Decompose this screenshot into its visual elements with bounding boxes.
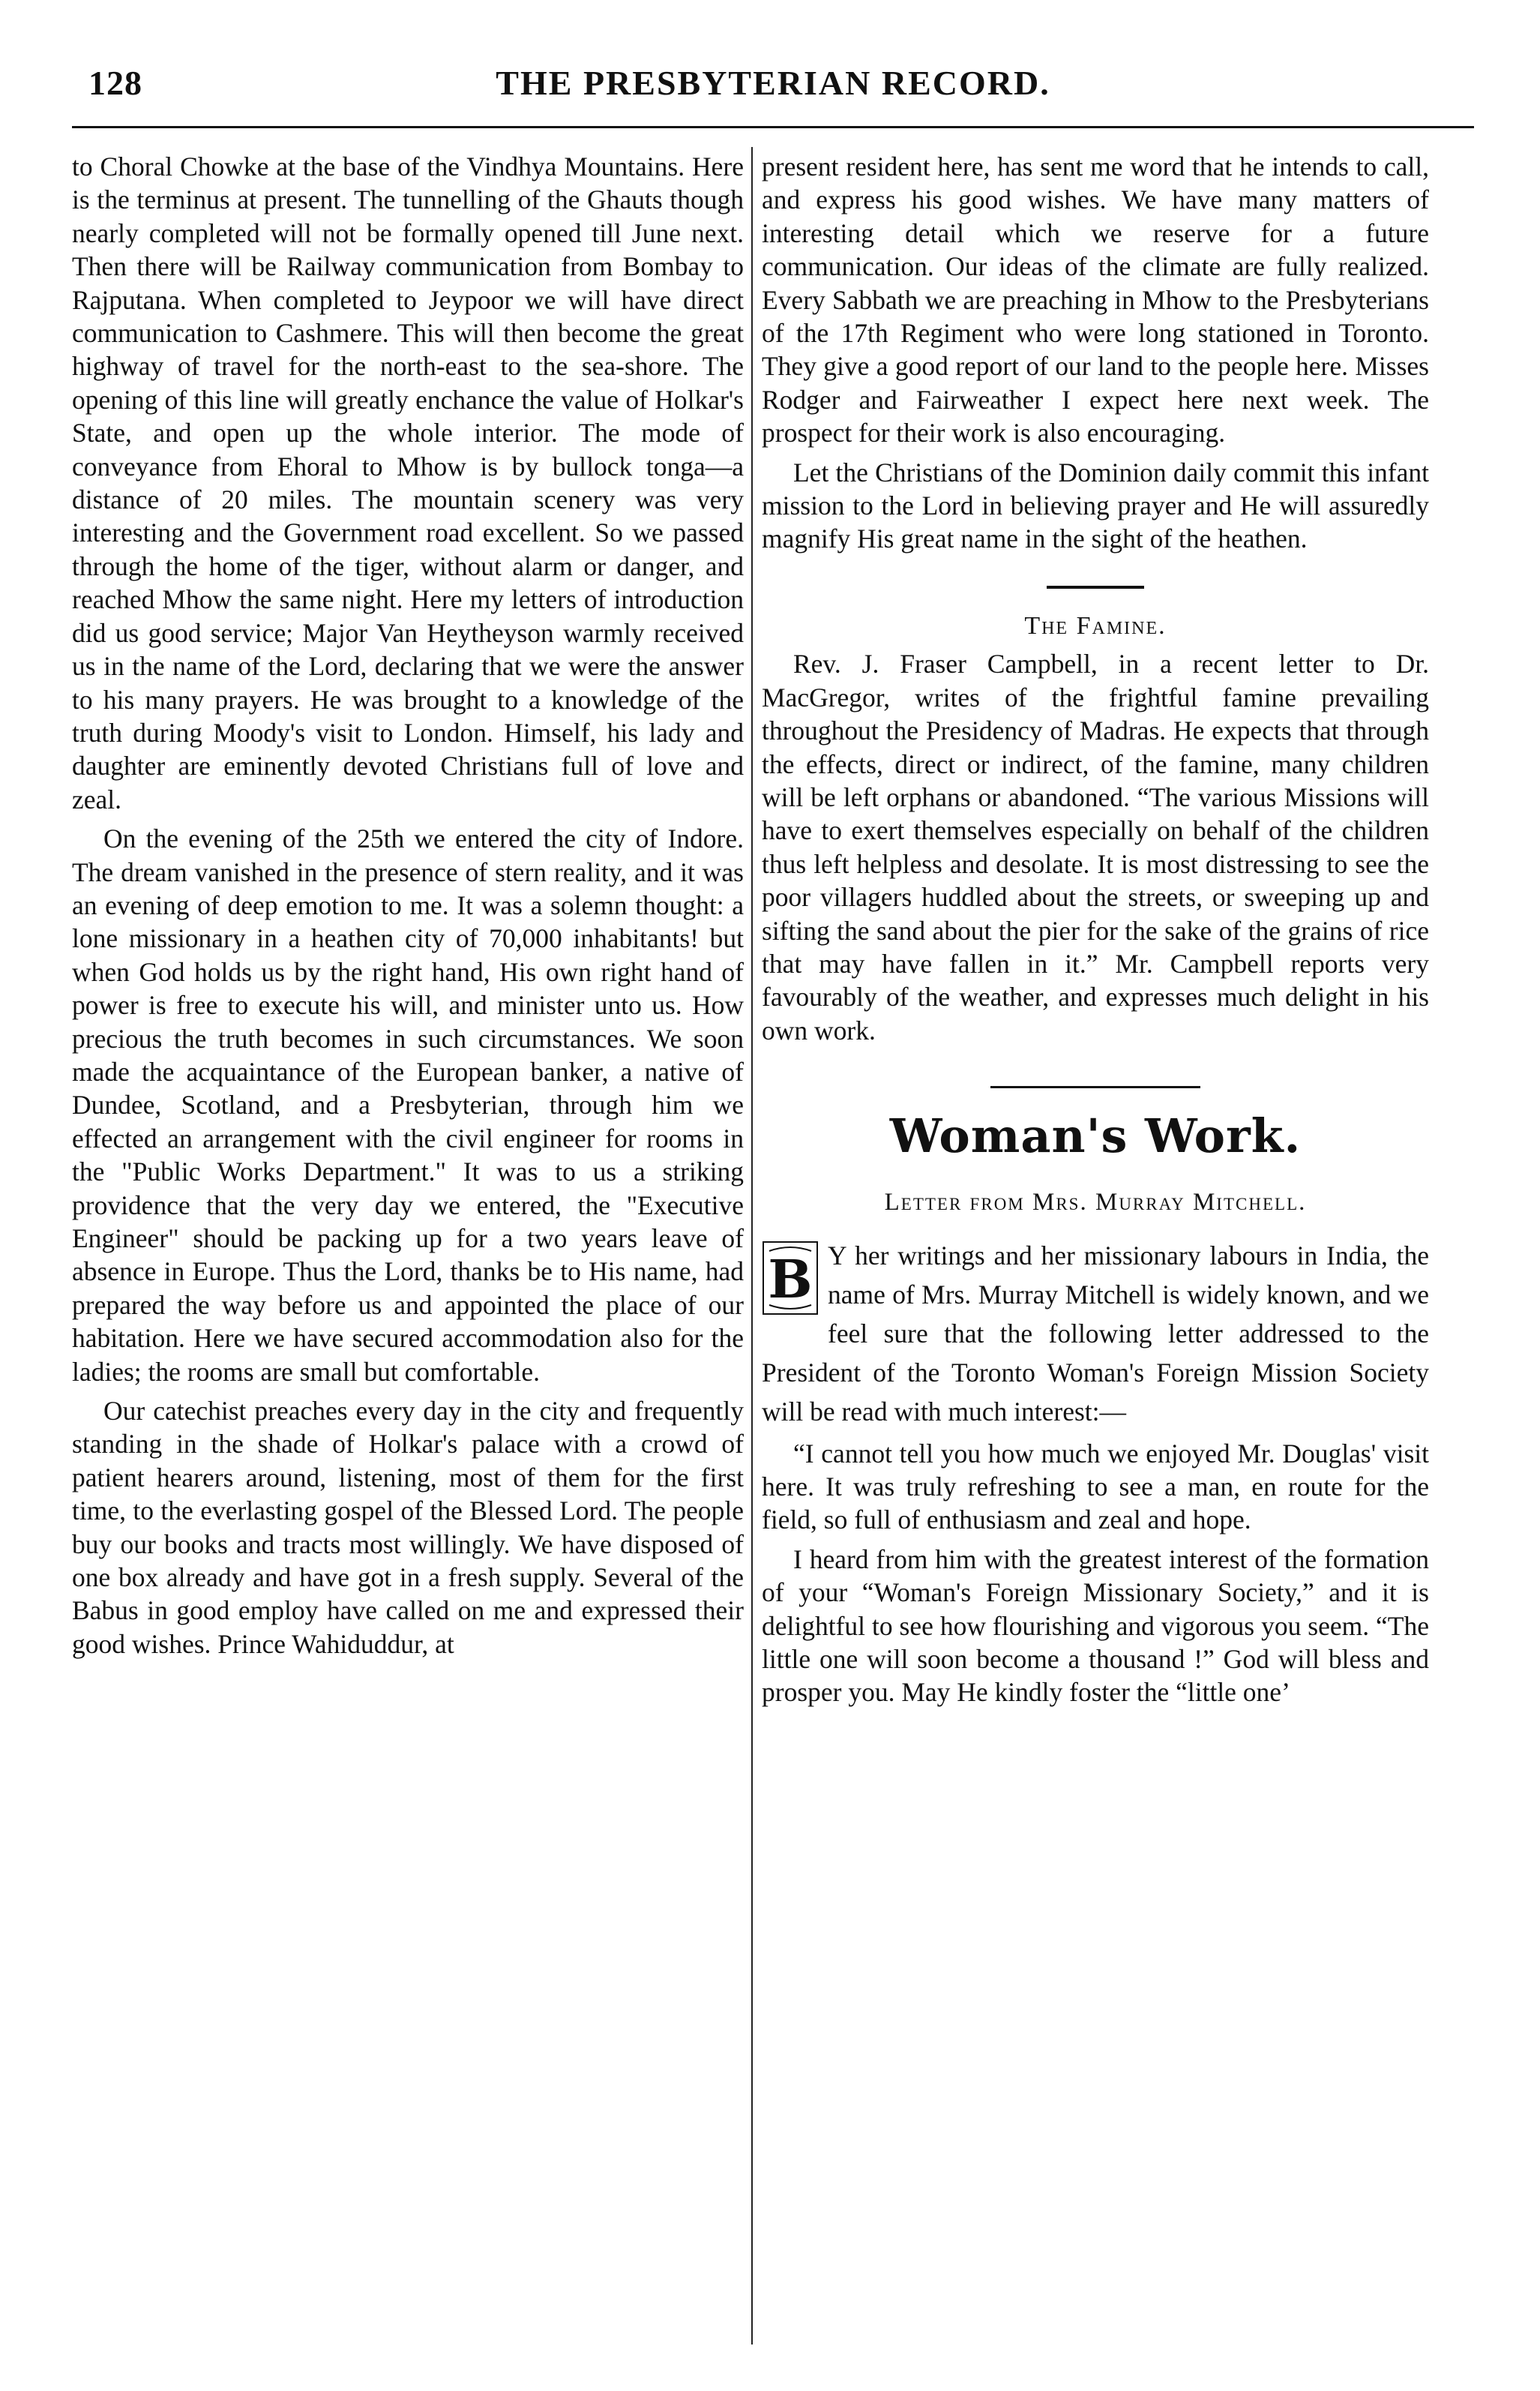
running-title: THE PRESBYTERIAN RECORD. xyxy=(496,64,1050,102)
page-number: 128 xyxy=(88,64,142,102)
famine-paragraph: Rev. J. Fraser Campbell, in a recent letter to Dr. MacGregor, writes of the frightful famine prevailing throughout the Presidency of Madras. He expects that through the effects, direct or indirect, of the famine, many children will be left orphans or abandoned. “The various Missions will have to exert themselves especially on behalf of the children thus left helpless and desolate. It is most distressing to see the poor villagers huddled about the streets, or sweeping up and sifting the sand about the pier for the sake of the grains of rice that may have fallen in it.” Mr. Campbell reports very favourably of the weather, and expresses much delight in his own work. xyxy=(762,649,1429,1046)
womans-work-heading: Woman's Work. xyxy=(889,1108,1302,1164)
famine-heading: The Famine. xyxy=(1024,611,1167,640)
intro-text: Y her writings and her missionary labours in India, the name of Mrs. Murray Mitchell is widely known, and we feel sure that the following letter addressed to the President of the Toronto Woman's Foreign Mission Society will be read with much interest:— xyxy=(762,1240,1429,1426)
column-divider xyxy=(751,147,753,2344)
drop-cap xyxy=(762,1240,819,1316)
intro-paragraph xyxy=(762,1236,1429,1431)
left-paragraph-3: Our catechist preaches every day in the city and frequently standing in the shade of Holkar's palace with a crowd of patient hearers around, listening, most of them for the first time, to the everlasting gospel of the Blessed Lord. The people buy our books and tracts most willingly. We have disposed of one box already and have got in a fresh supply. Several of the Babus in good employ have called on me and expressed their good wishes. Prince Wahiduddur, at xyxy=(72,1396,744,1659)
right-column xyxy=(762,150,1429,1709)
letter-heading: Letter from Mrs. Murray Mitchell. xyxy=(884,1189,1307,1216)
drop-cap-letter: B xyxy=(768,1247,813,1310)
right-paragraph-1: present resident here, has sent me word that he intends to call, and express his good wishes. We have many matters of interesting detail which we reserve for a future communication. Our ideas of the climate are fully realized. Every Sabbath we are preaching in Mhow to the Presbyterians of the 17th Regiment who were long stationed in Toronto. They give a good report of our land to the people here. Misses Rodger and Fairweather I expect here next week. The prospect for their work is also encouraging. xyxy=(762,152,1429,448)
section-divider xyxy=(1047,586,1144,589)
left-paragraph-1: to Choral Chowke at the base of the Vindhya Mountains. Here is the terminus at present. The tunnelling of the Ghauts though nearly completed will not be formally opened till June next. Then there will be Railway communication from Bombay to Rajputana. When completed to Jeypoor we will have direct communication to Cashmere. This will then become the great highway of travel for the north-east to the sea-shore. The opening of this line will greatly enchance the value of Holkar's State, and open up the whole interior. The mode of conveyance from Ehoral to Mhow is by bullock tonga—a distance of 20 miles. The mountain scenery was very interesting and the Government road excellent. So we passed through the home of the tiger, without alarm or danger, and reached Mhow the same night. Here my letters of introduction did us good service; Major Van Heytheyson warmly received us in the name of the Lord, declaring that we were the answer to his many prayers. He was brought to a knowledge of the truth during Moody's visit to London. Himself, his lady and daughter are eminently devoted Christians full of love and zeal. xyxy=(72,152,744,814)
left-column xyxy=(72,150,744,1660)
ornate-initial-icon xyxy=(762,1240,819,1316)
page-header xyxy=(72,63,1474,116)
left-paragraph-2: On the evening of the 25th we entered the city of Indore. The dream vanished in the presence of stern reality, and it was an evening of deep emotion to me. It was a solemn thought: a lone missionary in a heathen city of 70,000 inhabitants! but when God holds us by the right hand, His own right hand of power is free to execute his will, and minister unto us. How precious the truth becomes in such circumstances. We soon made the acquaintance of the European banker, a native of Dundee, Scotland, and a Presbyterian, through him we effected an arrangement with the civil engineer for rooms in the "Public Works Department." It was to us a striking providence that the very day we entered, the "Executive Engineer" should be packing up for a two years leave of absence in Europe. Thus the Lord, thanks be to His name, had prepared the way before us and appointed the place of our habitation. Here we have secured accommodation also for the ladies; the rooms are small but comfortable. xyxy=(72,824,744,1387)
right-paragraph-2: Let the Christians of the Dominion daily commit this infant mission to the Lord in believing prayer and He will assuredly magnify His great name in the sight of the heathen. xyxy=(762,457,1429,554)
letter-paragraph-1: “I cannot tell you how much we enjoyed Mr. Douglas' visit here. It was truly refreshing to see a man, en route for the field, so full of enthusiasm and zeal and hope. xyxy=(762,1438,1429,1535)
section-divider-long xyxy=(990,1086,1200,1088)
letter-paragraph-2: I heard from him with the greatest interest of the formation of your “Woman's Foreign Missionary Society,” and it is delightful to see how flourishing and vigorous you seem. “The little one will soon become a thousand !” God will bless and prosper you. May He kindly foster the “little one’ xyxy=(762,1544,1429,1708)
header-rule xyxy=(72,126,1474,128)
